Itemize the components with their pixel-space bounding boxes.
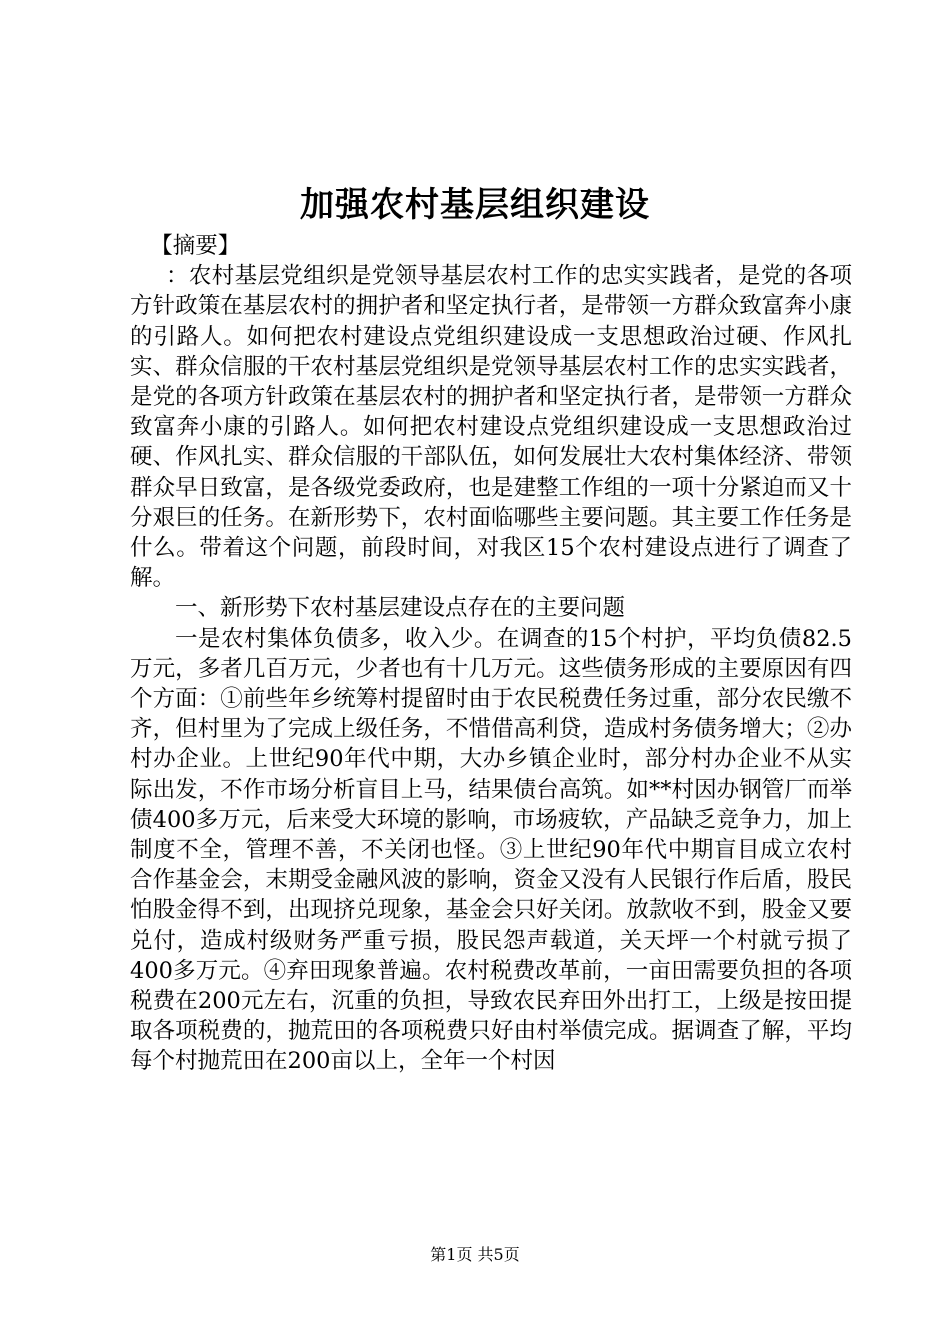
page-footer: 第1页 共5页 [430,1245,520,1264]
abstract-label: 【摘要】 [150,233,241,259]
body-paragraph: 一是农村集体负债多，收入少。在调查的15个村护，平均负债82.5万元，多者几百万元，少者也有十几万元。这些债务形成的主要原因有四个方面：①前些年乡统筹村提留时由于农民税费任务过重，部分农民缴不齐，但村里为了完成上级任务，不惜借高利贷，造成村务债务增大；②办村办企业。上世纪90年代中期，大办乡镇企业时，部分村办企业不从实际出发，不作市场分析盲目上马，结果债台高筑。如**村因办钢管厂而举债400多万元，后来受大环境的影响，市场疲软，产品缺乏竞争力，加上制度不全，管理不善，不关闭也怪。③上世纪90年代中期盲目成立农村合作基金会，末期受金融风波的影响，资金又没有人民银行作后盾，股民怕股金得不到，出现挤兑现象，基金会只好关闭。放款收不到，股金又要兑付，造成村级财务严重亏损，股民怨声载道，关天坪一个村就亏损了400多万元。④弃田现象普遍。农村税费改革前，一亩田需要负担的各项税费在200元左右，沉重的负担，导致农民弃田外出打工，上级是按田提取各项税费的，抛荒田的各项税费只好由村举债完成。据调查了解，平均每个村抛荒田在200亩以上，全年一个村因 [130,625,852,1075]
abstract-paragraph: ：农村基层党组织是党领导基层农村工作的忠实实践者，是党的各项方针政策在基层农村的拥护者和坚定执行者，是带领一方群众致富奔小康的引路人。如何把农村建设点党组织建设成一支思想政治过硬、作风扎实、群众信服的干农村基层党组织是党领导基层农村工作的忠实实践者，是党的各项方针政策在基层农村的拥护者和坚定执行者，是带领一方群众致富奔小康的引路人。如何把农村建设点党组织建设成一支思想政治过硬、作风扎实、群众信服的干部队伍，如何发展壮大农村集体经济、带领群众早日致富，是各级党委政府，也是建整工作组的一项十分紧迫而又十分艰巨的任务。在新形势下，农村面临哪些主要问题。其主要工作任务是什么。带着这个问题，前段时间，对我区15个农村建设点进行了调查了解。 [130,263,852,592]
document-title: 加强农村基层组织建设 [300,185,650,225]
section-heading: 一、新形势下农村基层建设点存在的主要问题 [175,595,626,622]
document-body [130,231,852,1077]
